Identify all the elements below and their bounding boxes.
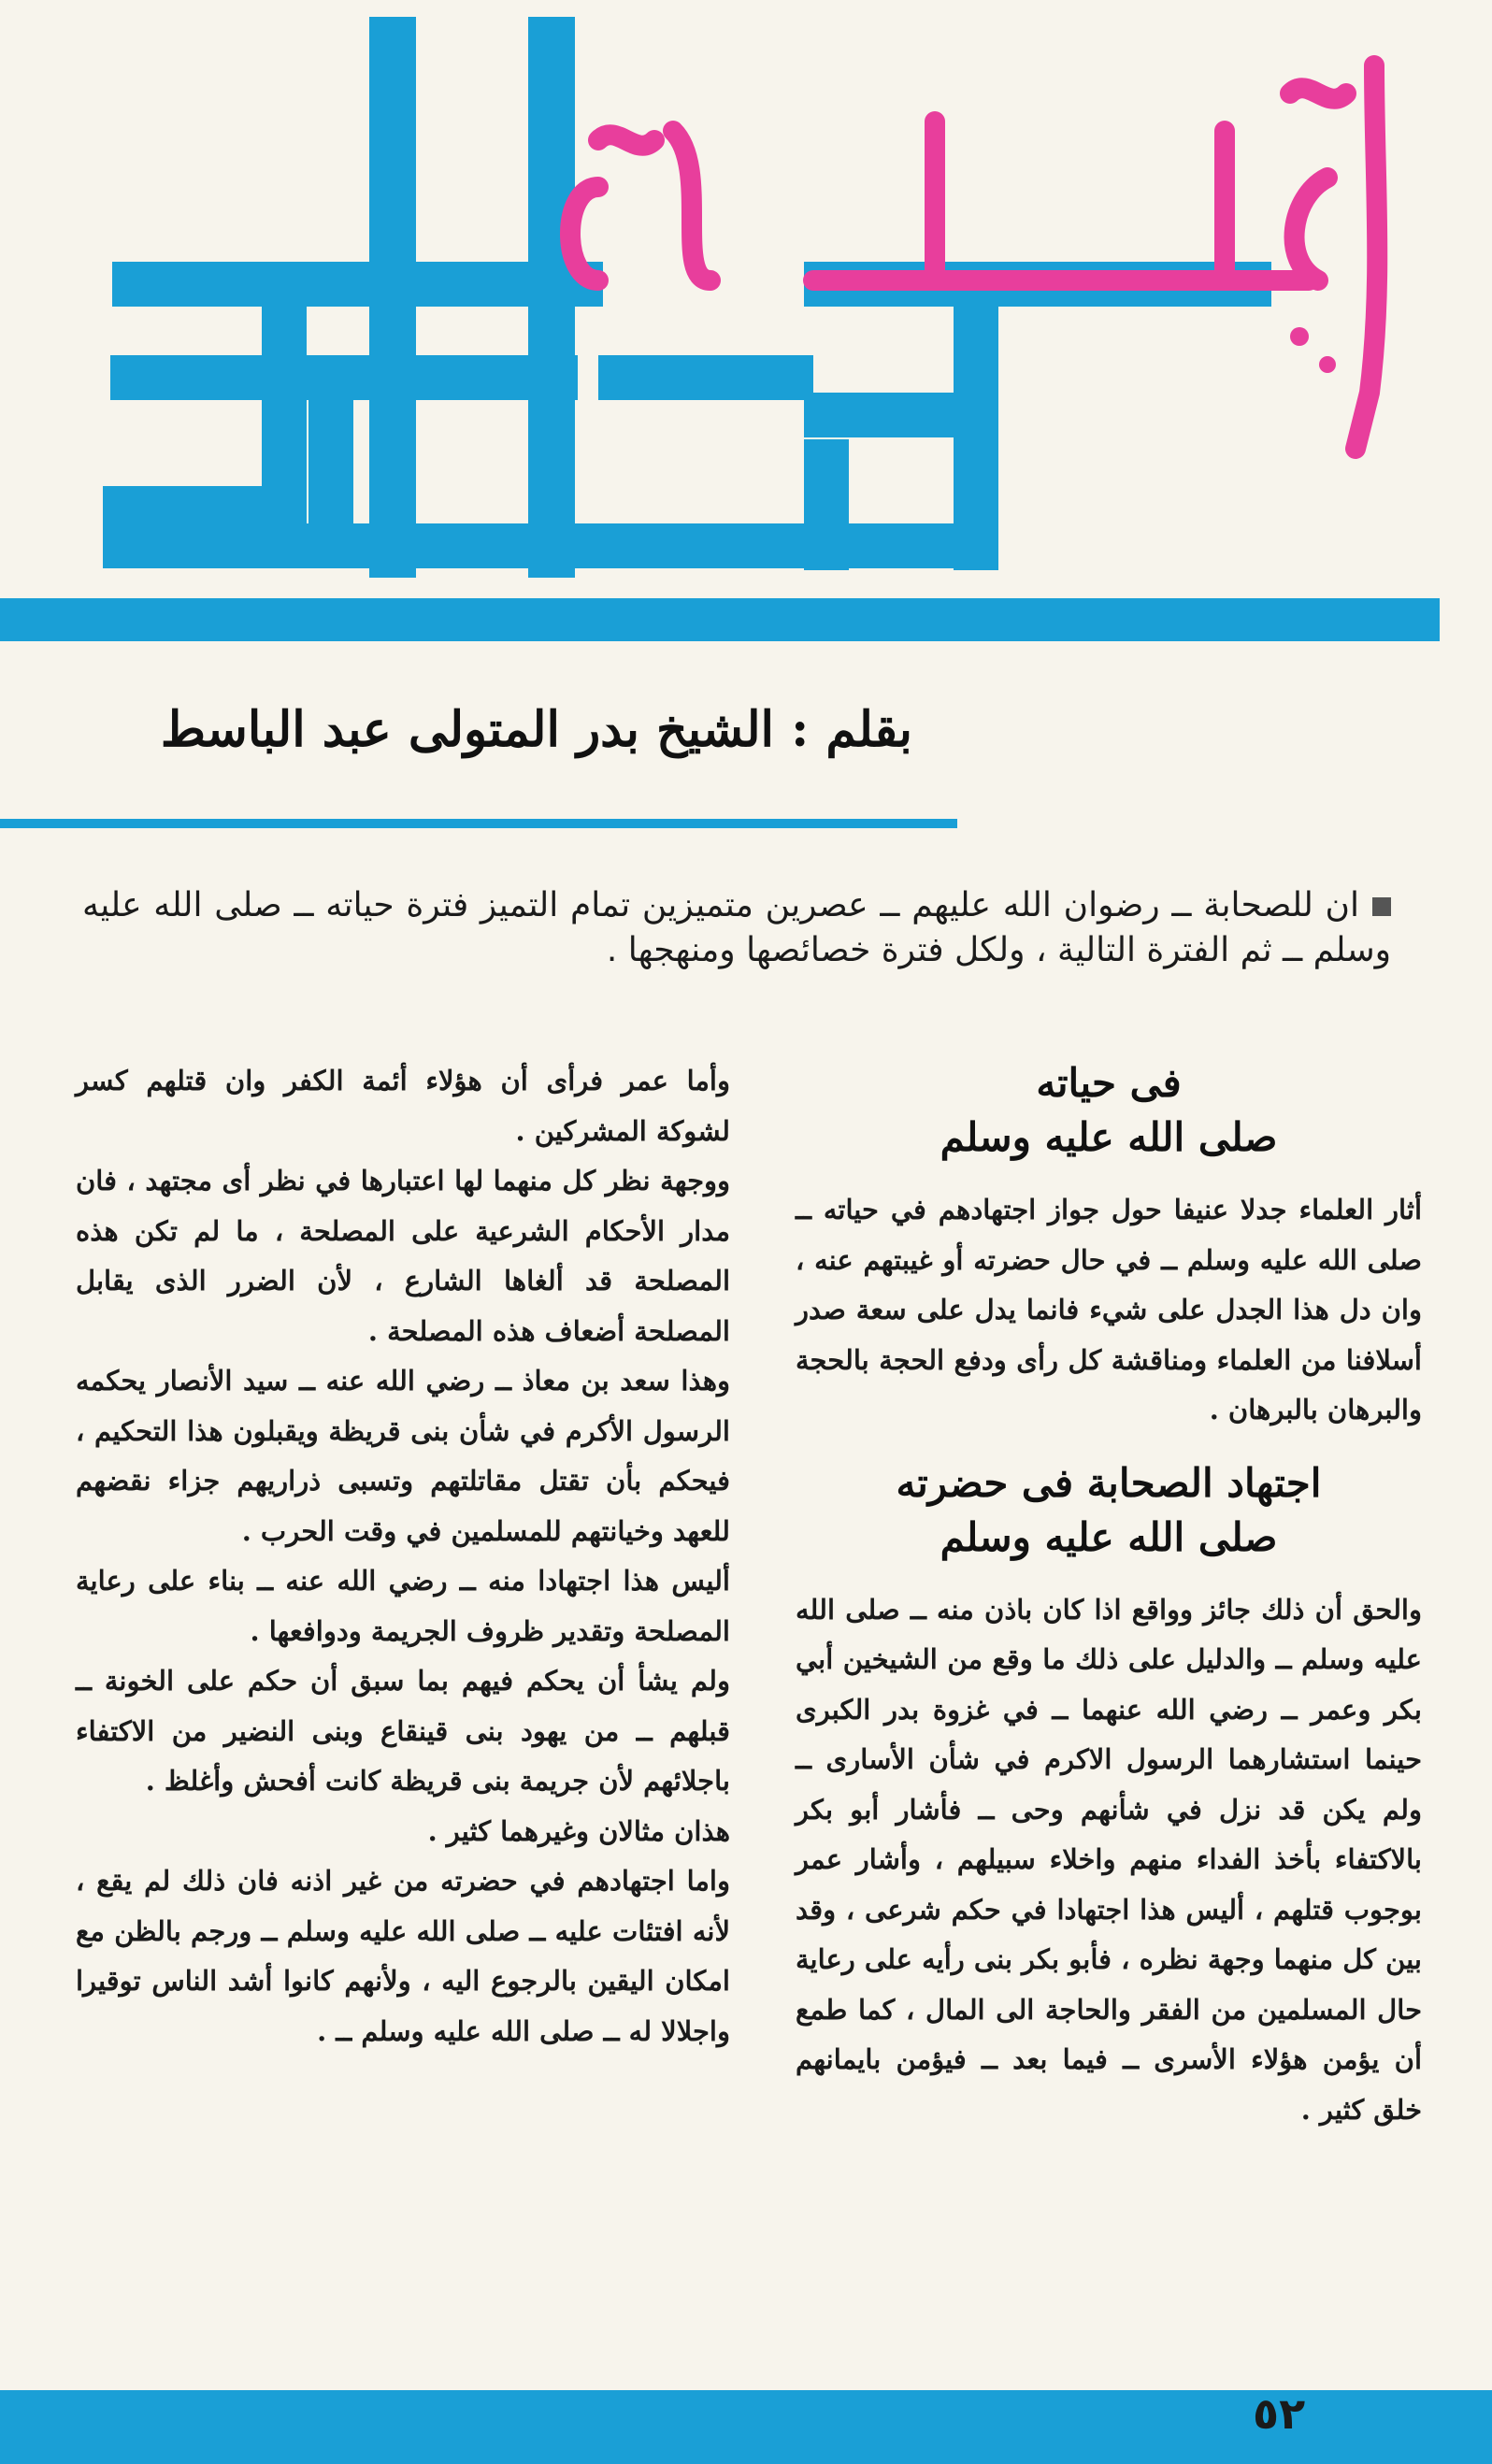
section-heading-1a: فى حياته <box>1036 1060 1182 1106</box>
pink-ha2 <box>673 131 710 280</box>
left-para-6: هذان مثالان وغيرهما كثير . <box>427 1814 730 1847</box>
title-text-blue <box>0 0 1 1</box>
pink-damma <box>598 135 654 146</box>
blue-gap <box>1421 56 1477 598</box>
blue-baseline <box>112 262 603 307</box>
pink-alef <box>1356 65 1377 449</box>
pink-jeem <box>1295 178 1327 280</box>
blue-under-bar <box>103 523 991 568</box>
left-para-5: ولم يشأ أن يحكم فيهم بما سبق أن حكم على الخونة ــ قبلهم ــ من يهود بنى قينقاع وبنى النضير من الاكتفاء باجلائهم لأن جريمة بنى قريظة كانت أفحش وأغلظ . <box>76 1665 730 1797</box>
title-blue-calligraphy <box>103 17 1477 598</box>
right-para-1: أثار العلماء جدلا عنيفا حول جواز اجتهادهم في حياته ــ صلى الله عليه وسلم ــ في حال حضرته أو غيبتهم عنه ، وان دل هذا الجدل على شيء فانما يدل على سعة صدر أسلافنا من العلماء ومناقشة كل رأى ودفع الحجة بالحجة والبرهان بالبرهان . <box>796 1194 1422 1425</box>
left-para-4: أليس هذا اجتهادا منه ــ رضي الله عنه ــ بناء على رعاية المصلحة وتقدير ظروف الجريمة ودوافعها . <box>76 1565 730 1647</box>
left-para-1: وأما عمر فرأى أن هؤلاء أئمة الكفر وان قتلهم كسر لشوكة المشركين . <box>76 1065 730 1147</box>
blue-ha-shape <box>103 280 307 531</box>
intro-text: ان للصحابة ــ رضوان الله عليهم ــ عصرين متميزين تمام التميز فترة حياته ــ صلى الله عليه وسلم ــ ثم الفترة التالية ، ولكل فترة خصائصها ومنهجها . <box>82 886 1391 969</box>
blue-sad-mid <box>804 393 954 437</box>
right-para-2: والحق أن ذلك جائز وواقع اذا كان باذن منه ــ صلى الله عليه وسلم ــ والدليل على ذلك ما وقع من الشيخين أبي بكر وعمر ــ رضي الله عنهما ــ في غزوة بدر الكبرى حينما استشارهما الرسول الاكرم في شأن الأسارى ــ ولم يكن قد نزل في شأنهم وحى ــ فأشار أبو بكر بالاكتفاء بأخذ الفداء منهم واخلاء سبيلهم ، وأشار عمر بوجوب قتلهم ، أليس هذا اجتهادا في حكم شرعى ، وقد بين كل منهما وجهة نظره ، فأبو بكر بنى رأيه على رعاية حال المسلمين من الفقر والحاجة الى المال ، كما طمع أن يؤمن هؤلاء الأسرى ــ فيما بعد ــ فيؤمن بايمانهم خلق كثير . <box>796 1593 1422 2126</box>
blue-ba-stroke <box>308 393 353 533</box>
right-column <box>796 1056 1422 2135</box>
byline-rule <box>0 819 957 828</box>
left-column <box>76 1056 730 2056</box>
section-heading-2b: صلى الله عليه وسلم <box>940 1513 1278 1560</box>
page-number: ٥٢ <box>1253 2388 1306 2439</box>
bullet-square-icon <box>1372 897 1391 916</box>
pink-dot-2 <box>1319 356 1336 373</box>
author-byline: بقلم : الشيخ بدر المتولى عبد الباسط <box>160 701 912 758</box>
section-heading-1b: صلى الله عليه وسلم <box>940 1114 1278 1160</box>
title-artwork <box>0 0 1492 654</box>
blue-connector <box>598 355 813 400</box>
intro-paragraph <box>82 883 1391 973</box>
left-para-7: واما اجتهادهم في حضرته من غير اذنه فان ذلك لم يقع ، لأنه افتئات عليه ــ صلى الله عليه وسلم ــ ورجم بالظن مع امكان اليقين بالرجوع اليه ، ولأنهم كانوا أشد الناس توقيرا واجلالا له ــ صلى الله عليه وسلم ــ . <box>76 1865 730 2047</box>
pink-dot-1 <box>1290 327 1309 346</box>
left-para-3: وهذا سعد بن معاذ ــ رضي الله عنه ــ سيد الأنصار يحكمه الرسول الأكرم في شأن بنى قريظة ويقبلون هذا التحكيم ، فيحكم بأن تقتل مقاتلتهم وتسبى ذراريهم جزاء نقضهم للعهد وخيانتهم للمسلمين في وقت الحرب . <box>76 1365 730 1547</box>
header-rule <box>0 598 1440 641</box>
left-para-2: ووجهة نظر كل منهما لها اعتبارها في نظر أى مجتهد ، فان مدار الأحكام الشرعية على المصلحة ، ما لم تكن هذه المصلحة قد ألغاها الشارع ، لأن الضرر الذى يقابل المصلحة أضعاف هذه المصلحة . <box>76 1165 730 1347</box>
pink-hamza <box>1290 88 1346 99</box>
section-heading-2a: اجتهاد الصحابة فى حضرته <box>896 1459 1322 1506</box>
